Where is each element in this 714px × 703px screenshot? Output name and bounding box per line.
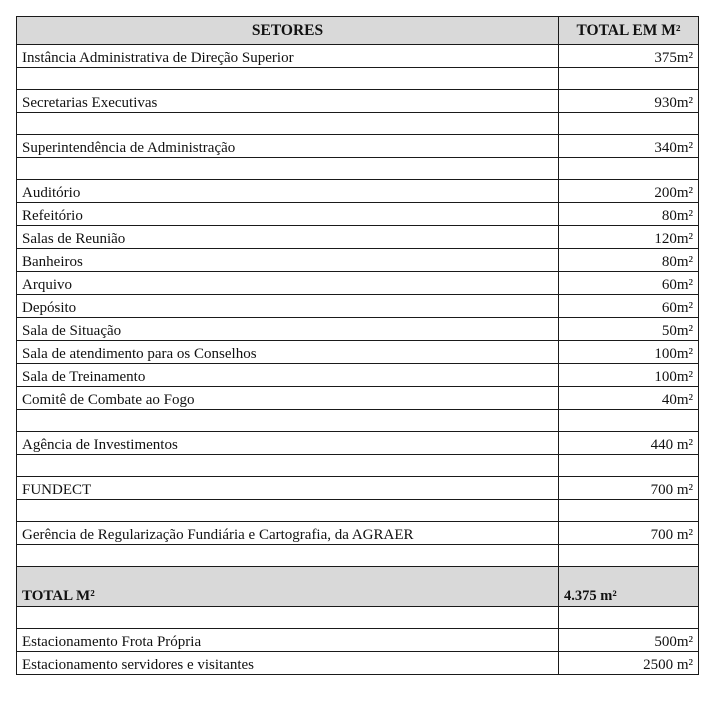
area-value: 340m² (559, 135, 699, 158)
sector-name: Comitê de Combate ao Fogo (17, 387, 559, 410)
sector-name: Instância Administrativa de Direção Superior (17, 45, 559, 68)
sector-name: Gerência de Regularização Fundiária e Cartografia, da AGRAER (17, 522, 559, 545)
table-row (17, 477, 699, 500)
table-row (17, 226, 699, 249)
area-value: 80m² (559, 249, 699, 272)
spacer-row (17, 545, 699, 567)
area-value (559, 158, 699, 180)
table-row (17, 432, 699, 455)
area-value (559, 607, 699, 629)
table-row (17, 272, 699, 295)
sector-name (17, 500, 559, 522)
sector-name: Estacionamento Frota Própria (17, 629, 559, 652)
area-value: 930m² (559, 90, 699, 113)
table-row (17, 629, 699, 652)
area-value: 700 m² (559, 477, 699, 500)
area-value: 100m² (559, 364, 699, 387)
sector-name: FUNDECT (17, 477, 559, 500)
sector-name: Estacionamento servidores e visitantes (17, 652, 559, 675)
area-value (559, 410, 699, 432)
area-value: 60m² (559, 272, 699, 295)
total-row (17, 567, 699, 607)
spacer-row (17, 410, 699, 432)
spacer-row (17, 158, 699, 180)
sector-name (17, 455, 559, 477)
sector-name: Sala de Treinamento (17, 364, 559, 387)
area-value: 50m² (559, 318, 699, 341)
spacer-row (17, 500, 699, 522)
area-value: 80m² (559, 203, 699, 226)
sector-name: Sala de Situação (17, 318, 559, 341)
area-value (559, 455, 699, 477)
table-row (17, 318, 699, 341)
table-row (17, 652, 699, 675)
sector-name (17, 545, 559, 567)
table-row (17, 387, 699, 410)
spacer-row (17, 607, 699, 629)
sector-name (17, 158, 559, 180)
spacer-row (17, 455, 699, 477)
sector-name: Depósito (17, 295, 559, 318)
header-sectors: SETORES (17, 17, 559, 45)
table-row (17, 249, 699, 272)
table-header-row (17, 17, 699, 45)
sector-name: Superintendência de Administração (17, 135, 559, 158)
table-row (17, 90, 699, 113)
table-body (17, 45, 699, 675)
sector-name: Refeitório (17, 203, 559, 226)
sectors-area-table (16, 16, 699, 675)
sector-name (17, 68, 559, 90)
sector-name (17, 113, 559, 135)
sector-name: Sala de atendimento para os Conselhos (17, 341, 559, 364)
table-row (17, 341, 699, 364)
area-value (559, 68, 699, 90)
area-value: 500m² (559, 629, 699, 652)
area-value: 120m² (559, 226, 699, 249)
area-value (559, 500, 699, 522)
area-value: 100m² (559, 341, 699, 364)
table-row (17, 180, 699, 203)
area-value: 40m² (559, 387, 699, 410)
area-value (559, 113, 699, 135)
total-area-value: 4.375 m² (559, 567, 699, 607)
table-row (17, 203, 699, 226)
sector-name: Auditório (17, 180, 559, 203)
sector-name: Banheiros (17, 249, 559, 272)
spacer-row (17, 113, 699, 135)
sector-name: Agência de Investimentos (17, 432, 559, 455)
area-value: 440 m² (559, 432, 699, 455)
table-row (17, 135, 699, 158)
sector-name: Arquivo (17, 272, 559, 295)
area-value (559, 545, 699, 567)
table-row (17, 45, 699, 68)
area-value: 200m² (559, 180, 699, 203)
area-value: 2500 m² (559, 652, 699, 675)
sector-name (17, 410, 559, 432)
area-value: 60m² (559, 295, 699, 318)
area-value: 375m² (559, 45, 699, 68)
header-total-area: TOTAL EM M² (559, 17, 699, 45)
area-value: 700 m² (559, 522, 699, 545)
total-label: TOTAL M² (17, 567, 559, 607)
sector-name: Secretarias Executivas (17, 90, 559, 113)
sector-name: Salas de Reunião (17, 226, 559, 249)
table-row (17, 364, 699, 387)
sector-name (17, 607, 559, 629)
spacer-row (17, 68, 699, 90)
table-row (17, 295, 699, 318)
table-row (17, 522, 699, 545)
